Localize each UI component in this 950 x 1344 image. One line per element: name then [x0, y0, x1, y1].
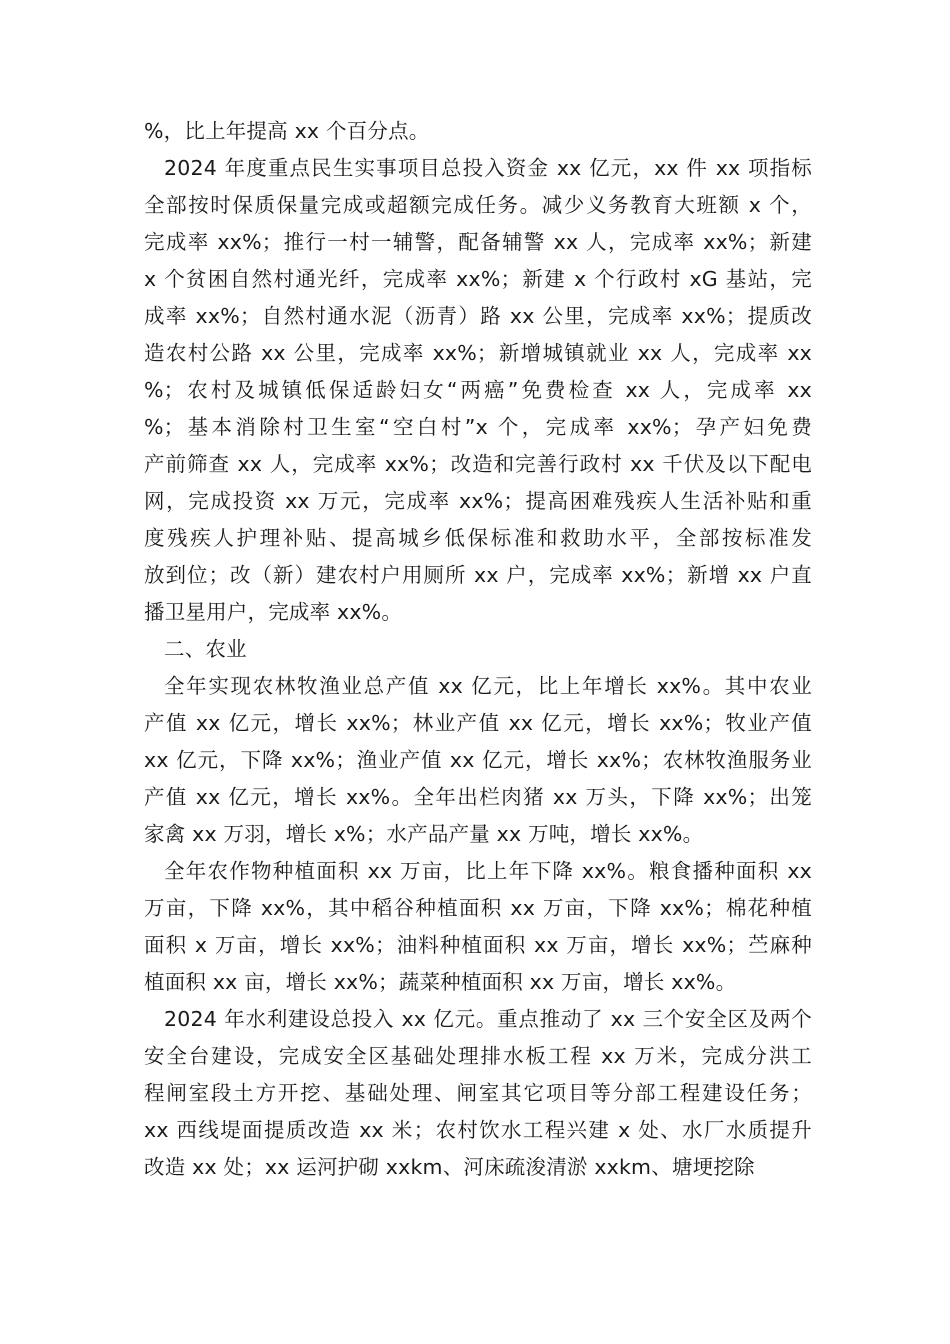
paragraph-line: 家禽 xx 万羽，增长 x%；水产品产量 xx 万吨，增长 xx%。 — [144, 822, 704, 846]
heading-text: 二、农业 — [164, 637, 247, 661]
paragraph-line: %，比上年提高 xx 个百分点。 — [144, 119, 430, 143]
paragraph-line: 全年农作物种植面积 xx 万亩，比上年下降 xx%。粮食播种面积 xx — [164, 859, 812, 883]
paragraph — [144, 1001, 812, 1186]
paragraph — [144, 150, 812, 631]
paragraph — [144, 853, 812, 1001]
paragraph-line: xx 亿元，下降 xx%；渔业产值 xx 亿元，增长 xx%；农林牧渔服务业 — [144, 748, 812, 772]
paragraph-line: %；基本消除村卫生室“空白村”x 个，完成率 xx%；孕产妇免费 — [144, 415, 812, 439]
paragraph-line: 完成率 xx%；推行一村一辅警，配备辅警 xx 人，完成率 xx%；新建 — [144, 230, 812, 254]
paragraph-line: 播卫星用户，完成率 xx%。 — [144, 600, 403, 624]
paragraph — [144, 113, 812, 150]
paragraph-line: 面积 x 万亩，增长 xx%；油料种植面积 xx 万亩，增长 xx%；苎麻种 — [144, 933, 812, 957]
paragraph-line: 全部按时保质保量完成或超额完成任务。减少义务教育大班额 x 个， — [144, 193, 812, 217]
paragraph — [144, 668, 812, 853]
paragraph-line: 造农村公路 xx 公里，完成率 xx%；新增城镇就业 xx 人，完成率 xx — [144, 341, 812, 365]
paragraph-line: 网，完成投资 xx 万元，完成率 xx%；提高困难残疾人生活补贴和重 — [144, 489, 812, 513]
paragraph-line: 全年实现农林牧渔业总产值 xx 亿元，比上年增长 xx%。其中农业 — [164, 674, 812, 698]
paragraph-line: 产值 xx 亿元，增长 xx%；林业产值 xx 亿元，增长 xx%；牧业产值 — [144, 711, 812, 735]
paragraph-line: 程闸室段土方开挖、基础处理、闸室其它项目等分部工程建设任务； — [144, 1081, 812, 1105]
paragraph-line: 产前筛查 xx 人，完成率 xx%；改造和完善行政村 xx 千伏及以下配电 — [144, 452, 812, 476]
paragraph-line: x 个贫困自然村通光纤，完成率 xx%；新建 x 个行政村 xG 基站，完 — [144, 267, 812, 291]
paragraph-line: 2024 年水利建设总投入 xx 亿元。重点推动了 xx 三个安全区及两个 — [164, 1007, 812, 1031]
section-heading — [144, 631, 812, 668]
paragraph-line: 万亩，下降 xx%，其中稻谷种植面积 xx 万亩，下降 xx%；棉花种植 — [144, 896, 812, 920]
paragraph-line: 成率 xx%；自然村通水泥（沥青）路 xx 公里，完成率 xx%；提质改 — [144, 304, 812, 328]
paragraph-line: 放到位；改（新）建农村户用厕所 xx 户，完成率 xx%；新增 xx 户直 — [144, 563, 812, 587]
paragraph-line: xx 西线堤面提质改造 xx 米；农村饮水工程兴建 x 处、水厂水质提升 — [144, 1118, 812, 1142]
paragraph-line: %；农村及城镇低保适龄妇女“两癌”免费检查 xx 人，完成率 xx — [144, 378, 812, 402]
paragraph-line: 度残疾人护理补贴、提高城乡低保标准和救助水平，全部按标准发 — [144, 526, 812, 550]
paragraph-line: 改造 xx 处；xx 运河护砌 xxkm、河床疏浚清淤 xxkm、塘埂挖除 — [144, 1155, 755, 1179]
paragraph-line: 植面积 xx 亩，增长 xx%；蔬菜种植面积 xx 万亩，增长 xx%。 — [144, 970, 737, 994]
paragraph-line: 2024 年度重点民生实事项目总投入资金 xx 亿元，xx 件 xx 项指标 — [164, 156, 812, 180]
paragraph-line: 产值 xx 亿元，增长 xx%。全年出栏肉猪 xx 万头，下降 xx%；出笼 — [144, 785, 812, 809]
document-body — [144, 113, 812, 1186]
paragraph-line: 安全台建设，完成安全区基础处理排水板工程 xx 万米，完成分洪工 — [144, 1044, 812, 1068]
